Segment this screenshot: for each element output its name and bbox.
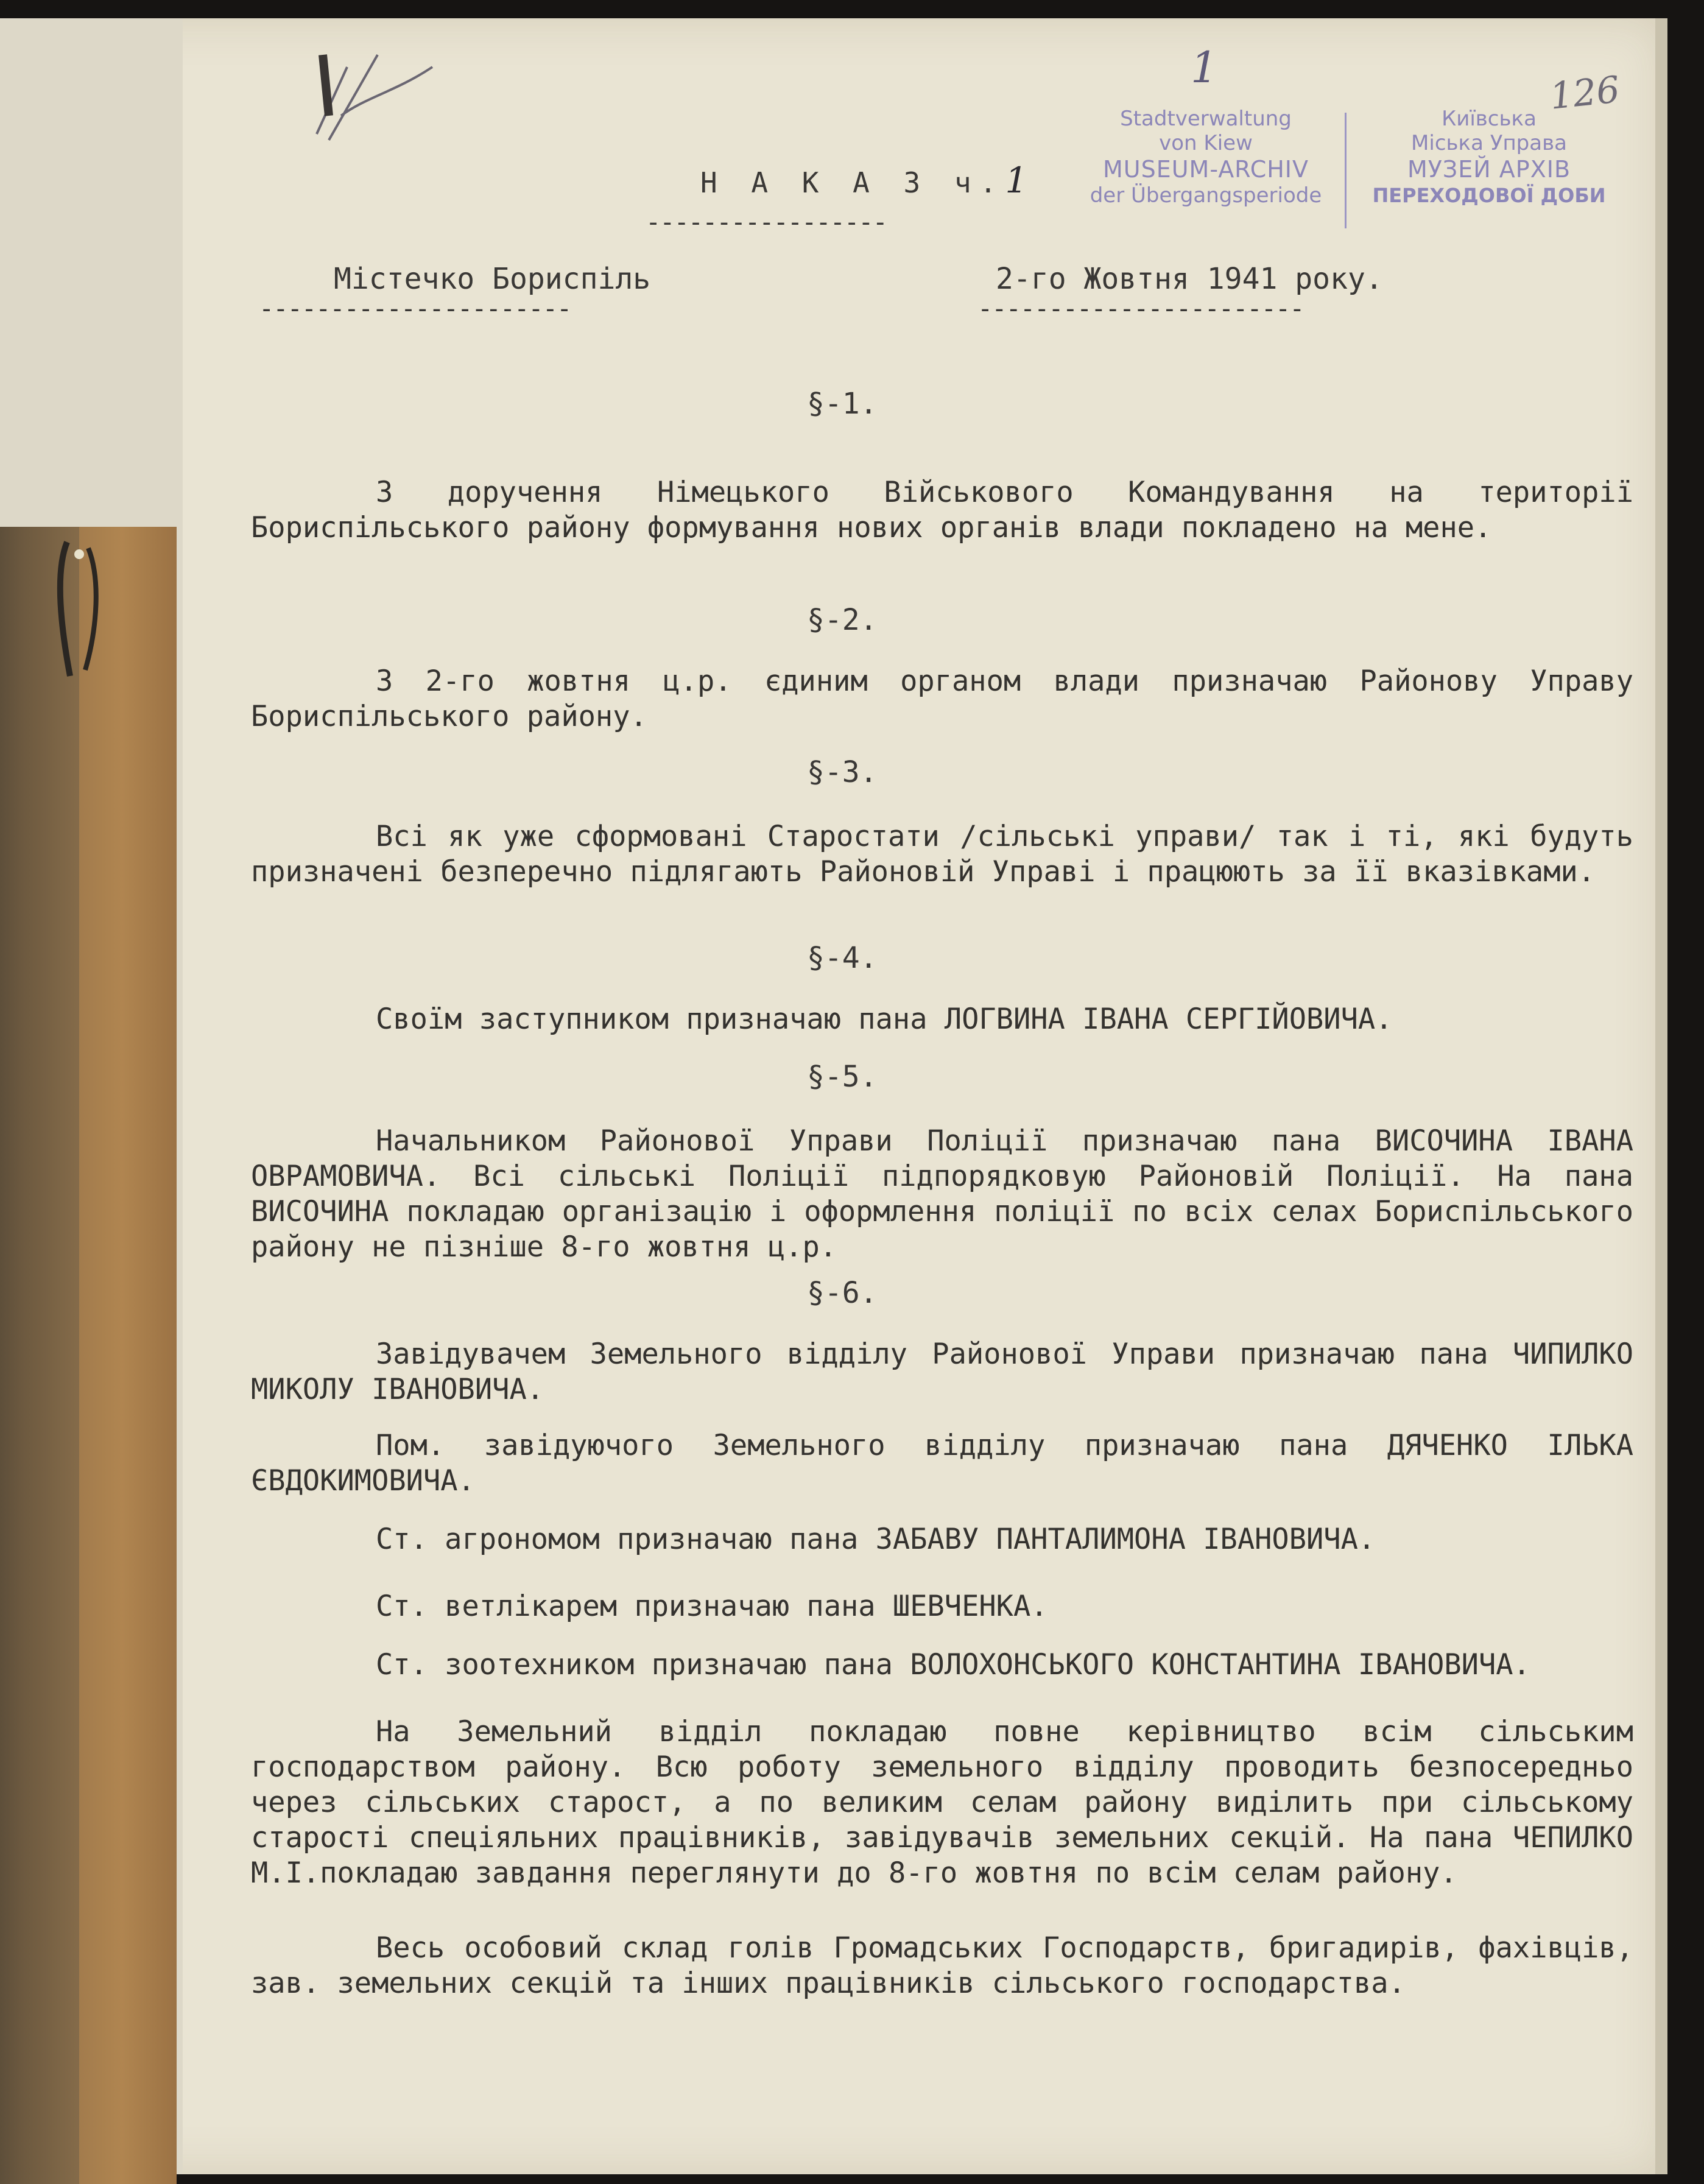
section-6-para-4: Ст. ветлікарем призначаю пана ШЕВЧЕНКА.: [376, 1590, 1048, 1623]
section-6-para-1-body: Завідувачем Земельного відділу Районової Управи призначаю пана ЧИПИЛКО МИКОЛУ ІВАНОВИЧА.: [251, 1337, 1633, 1406]
document-date: 2-го Жовтня 1941 року.: [996, 262, 1383, 296]
date-underline: -----------------------: [977, 294, 1304, 323]
corner-pencil-scrawl: [305, 43, 451, 164]
stamp-divider: [1345, 113, 1347, 228]
sheet-number-mark: 1: [1191, 43, 1218, 93]
section-3-body: Всі як уже сформовані Старостати /сільські управи/ так і ті, які будуть призначені безперечно підлягають Районовій Управі і працюють за її вказівками.: [251, 820, 1633, 889]
stamp-de-line1: Stadtverwaltung: [1120, 107, 1292, 131]
document-title: [700, 160, 1027, 201]
title-letters: Н А К А З: [700, 166, 929, 199]
section-2-body: З 2-го жовтня ц.р. єдиним органом влади призначаю Районову Управу Бориспільського району.: [251, 664, 1633, 733]
section-6-para-5-body: Ст. зоотехником призначаю пана ВОЛОХОНСЬКОГО КОНСТАНТИНА ІВАНОВИЧА.: [376, 1648, 1530, 1682]
section-5-text: [251, 1124, 1633, 1265]
title-underline: -----------------: [646, 207, 887, 237]
section-1-body: З доручення Німецького Військового Командування на території Бориспільського району формування нових органів влади покладено на мене.: [251, 476, 1633, 544]
section-6-para-6: [251, 1714, 1633, 1891]
stamp-de-line3: MUSEUM-ARCHIV: [1102, 156, 1309, 183]
section-6-heading: §-6.: [807, 1276, 878, 1310]
title-number: 1: [1005, 160, 1028, 201]
section-6-para-3: Ст. агрономом призначаю пана ЗАБАВУ ПАНТАЛИМОНА ІВАНОВИЧА.: [376, 1523, 1376, 1556]
section-6-para-2: [251, 1428, 1633, 1499]
stamp-ua-line2: Міська Управа: [1411, 131, 1567, 155]
section-6-para-2-body: Пом. завідуючого Земельного відділу призначаю пана ДЯЧЕНКО ІЛЬКА ЄВДОКИМОВИЧА.: [251, 1429, 1633, 1498]
section-2-heading: §-2.: [807, 603, 878, 637]
section-1-heading: §-1.: [807, 387, 878, 421]
section-6-para-6-body: На Земельний відділ покладаю повне керівництво всім сільським господарством району. Всю роботу земельного відділу проводить безпосередньо через сільських старост, а по великим селам району виділить при сільському старості спеціяльних працівників, завідувачів земельних секцій. На пана ЧЕПИЛКО М.І.покладаю завдання переглянути до 8-го жовтня по всім селам району.: [251, 1715, 1633, 1890]
binding-ink-mark: [43, 536, 116, 682]
stamp-de-line4: der Übergangsperiode: [1090, 183, 1322, 208]
section-4-text: [251, 1002, 1633, 1037]
section-5-body: Начальником Районової Управи Поліції призначаю пана ВИСОЧИНА ІВАНА ОВРАМОВИЧА. Всі сільські Поліції підпорядковую Районовій Поліції. На пана ВИСОЧИНА покладаю організацію і оформлення поліції по всіх селах Бориспільського району не пізніше 8-го жовтня ц.р.: [251, 1124, 1633, 1264]
section-6-para-5: [251, 1647, 1633, 1683]
section-2-text: [251, 664, 1633, 734]
stamp-german: [1069, 107, 1343, 208]
section-3-text: [251, 819, 1633, 890]
place-underline: ----------------------: [259, 294, 571, 323]
stamp-ukrainian: [1355, 107, 1623, 208]
sheet-right-edge: [1655, 18, 1667, 2174]
section-1-text: [251, 475, 1633, 546]
section-6-para-7-body: Весь особовий склад голів Громадських Господарств, бригадирів, фахівців, зав. земельних секцій та інших працівників сільського господарства.: [251, 1931, 1633, 2000]
section-6-para-1: [251, 1337, 1633, 1407]
stamp-ua-line4: ПЕРЕХОДОВОЇ ДОБИ: [1372, 184, 1606, 207]
title-number-prefix: ч.: [954, 166, 1005, 199]
stamp-ua-line1: Київська: [1442, 107, 1537, 131]
section-4-body: Своїм заступником призначаю пана ЛОГВИНА ІВАНА СЕРГІЙОВИЧА.: [376, 1002, 1393, 1036]
stamp-de-line2: von Kiew: [1159, 131, 1253, 155]
section-3-heading: §-3.: [807, 755, 878, 789]
section-6-para-7: [251, 1931, 1633, 2001]
stamp-ua-line3: МУЗЕЙ АРХІВ: [1407, 156, 1571, 183]
binding-tape-shadow: [0, 527, 79, 2184]
section-4-heading: §-4.: [807, 941, 878, 975]
section-5-heading: §-5.: [807, 1060, 878, 1094]
document-place: Містечко Бориспіль: [334, 262, 651, 296]
folio-number: 126: [1547, 68, 1622, 118]
